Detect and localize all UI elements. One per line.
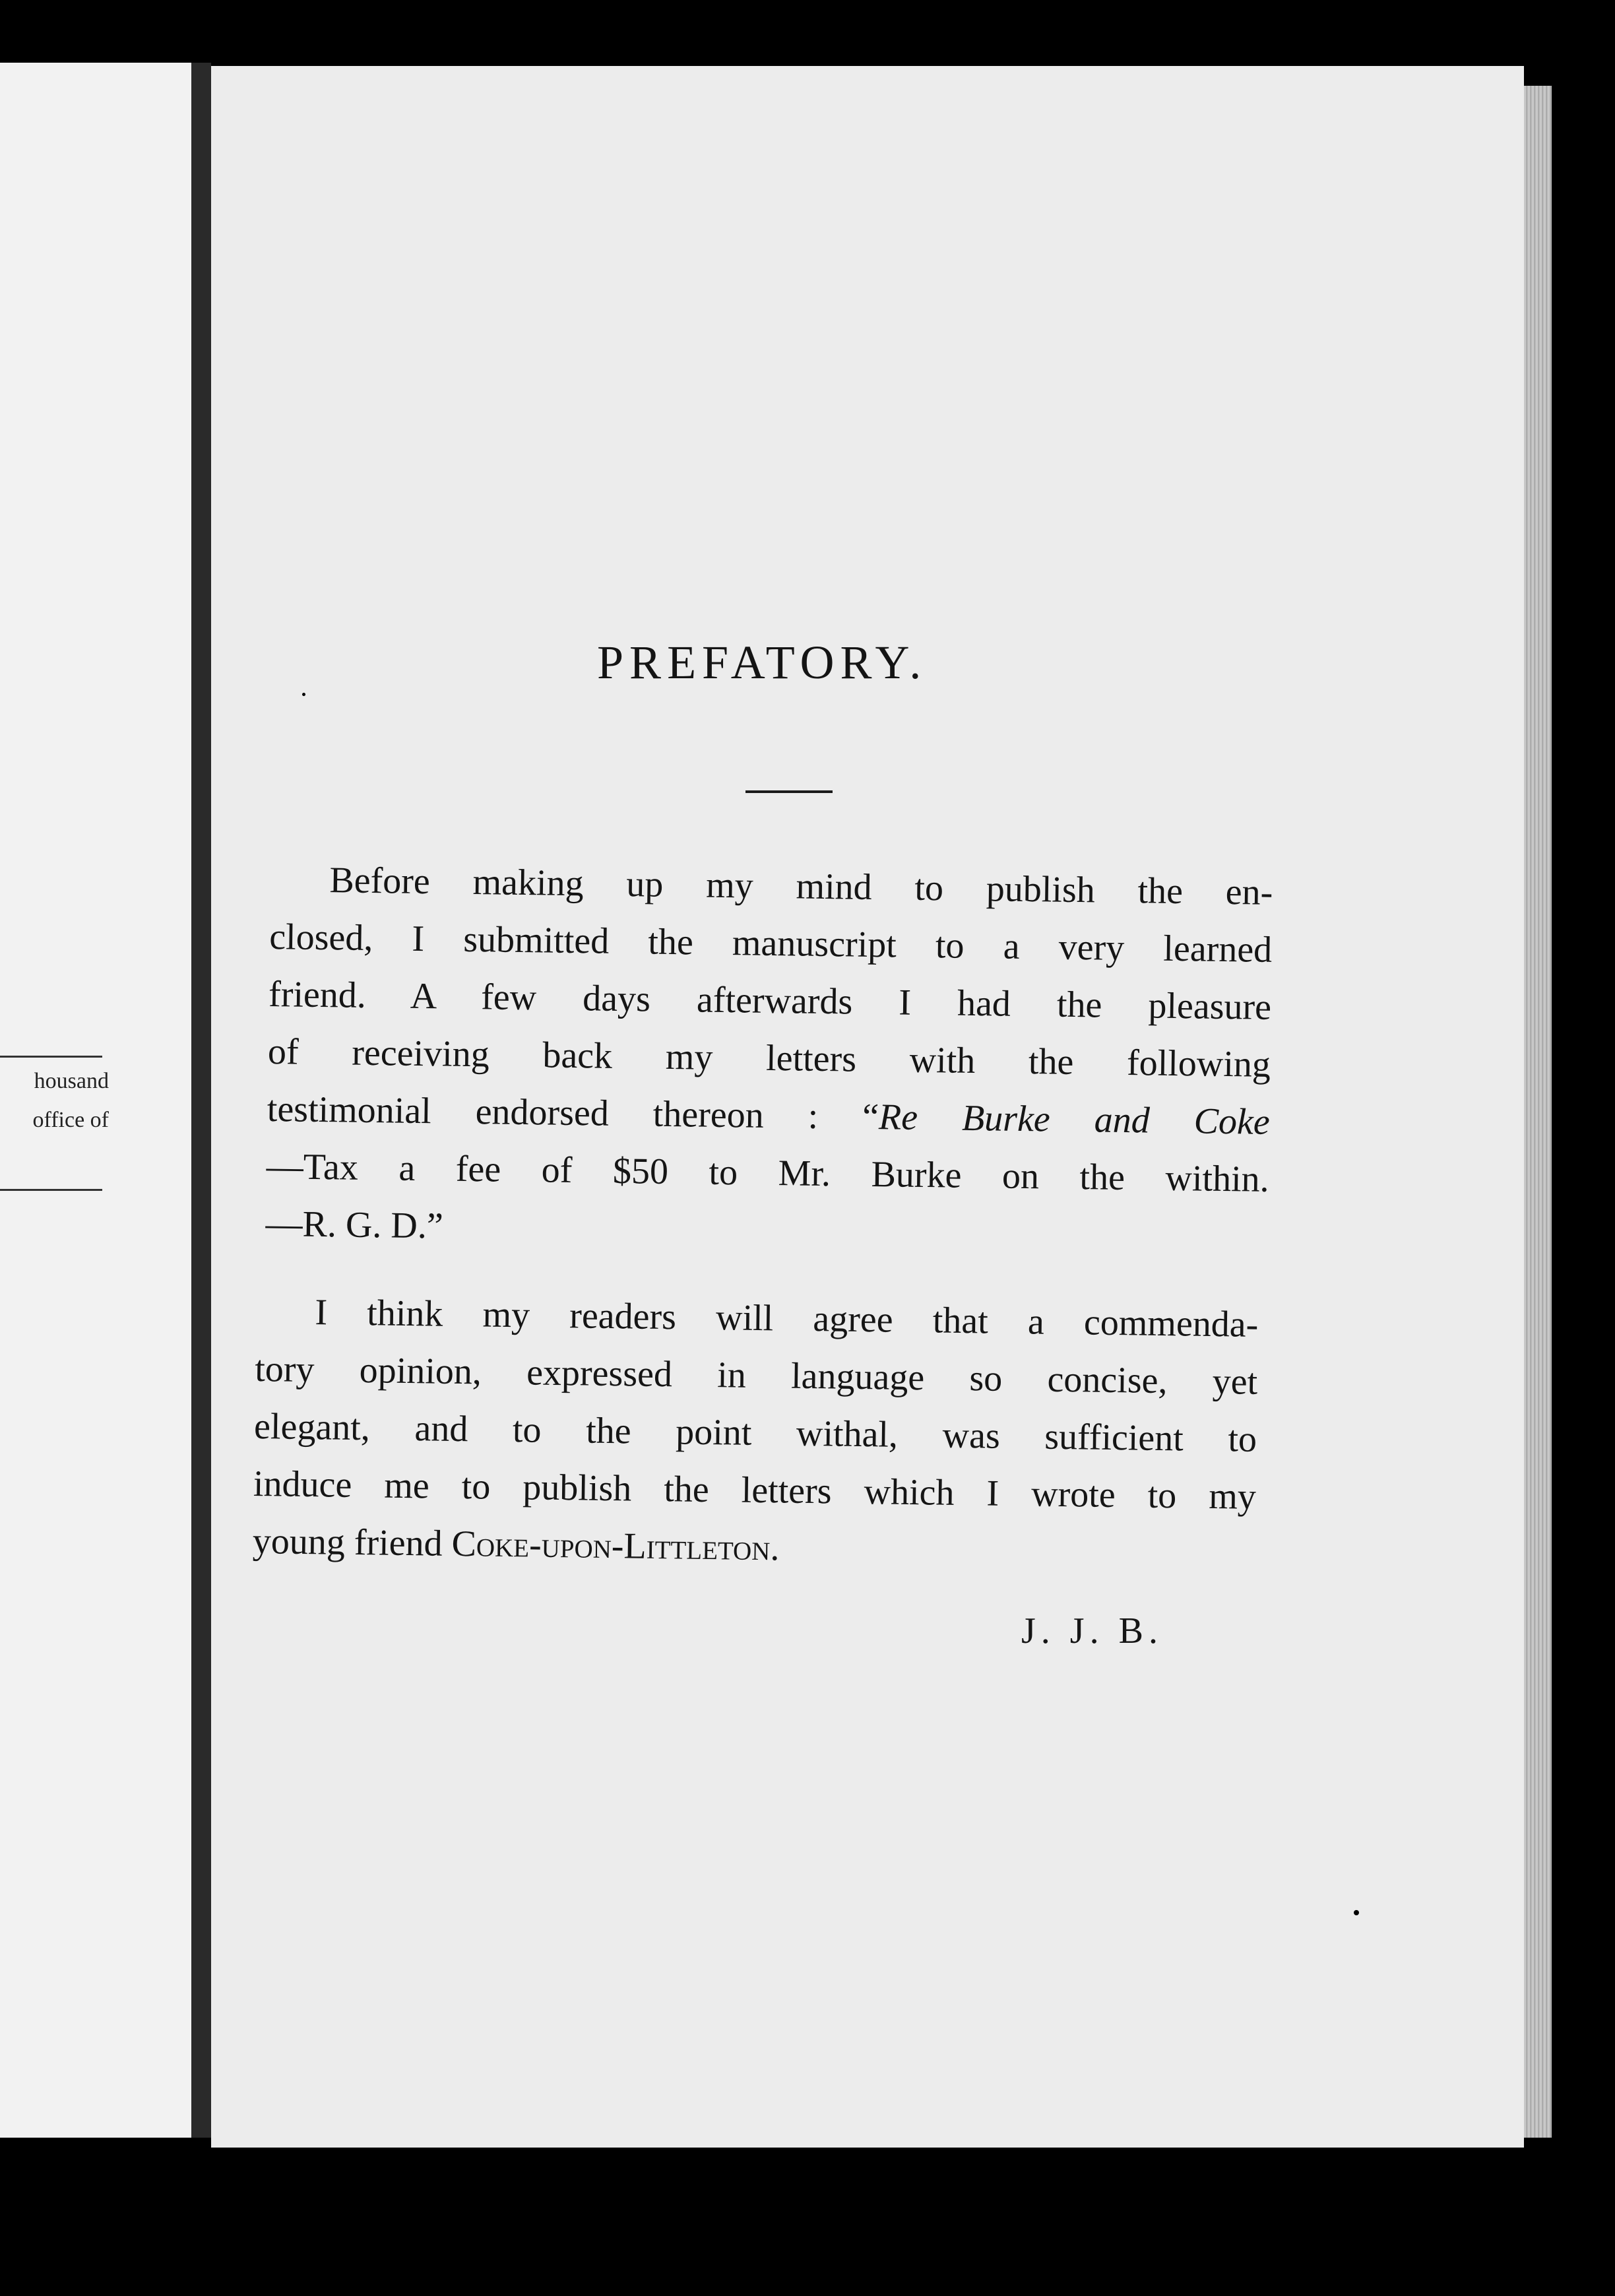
paragraph-1-line: —Tax a fee of $50 to Mr. Burke on the within. <box>266 1145 1270 1200</box>
case-title-italic: Re Burke and Coke <box>878 1097 1271 1143</box>
paragraph-1-line: closed, I submitted the manuscript to a very learned <box>269 916 1273 971</box>
paragraph-2-line: elegant, and to the point withal, was sufficient to <box>253 1405 1257 1460</box>
paragraph-2-line-5-roman: young friend <box>252 1520 452 1564</box>
previous-page-fragment <box>0 63 191 2138</box>
paragraph-1-line: friend. A few days afterwards I had the pleasure <box>268 973 1272 1028</box>
paragraph-1-line: of receiving back my letters with the following <box>267 1031 1271 1085</box>
addressee-name-small-caps: Coke-upon-Littleton <box>451 1523 771 1569</box>
paragraph-1-line-5-roman: testimonial endorsed thereon : “ <box>267 1088 879 1138</box>
paragraph-2 <box>252 1283 1259 1583</box>
left-page-line-2: office of <box>32 1108 109 1132</box>
paragraph-2-line: I think my readers will agree that a commenda- <box>315 1292 1259 1345</box>
paragraph-1 <box>265 851 1273 1266</box>
paragraph-2-line-5-period: . <box>770 1527 780 1569</box>
page-stack-edge <box>1524 86 1552 2138</box>
page-title: PREFATORY. <box>597 636 928 689</box>
paragraph-2-line: tory opinion, expressed in language so concise, yet <box>254 1348 1258 1403</box>
scan-speck <box>1354 1910 1359 1915</box>
scan-speck <box>1286 2174 1296 2178</box>
paragraph-2-line: induce me to publish the letters which I wrote to my <box>253 1463 1257 1517</box>
scan-speck <box>302 693 305 696</box>
paragraph-1-line: —R. G. D.” <box>265 1203 444 1247</box>
book-gutter <box>191 63 211 2138</box>
title-divider-rule <box>745 790 833 793</box>
left-page-line-1: housand <box>34 1069 109 1093</box>
author-initials: J. J. B. <box>1021 1610 1163 1651</box>
paragraph-1-line: Before making up my mind to publish the en- <box>329 860 1273 913</box>
left-page-rule-bottom <box>0 1189 102 1191</box>
left-page-rule-top <box>0 1056 102 1058</box>
